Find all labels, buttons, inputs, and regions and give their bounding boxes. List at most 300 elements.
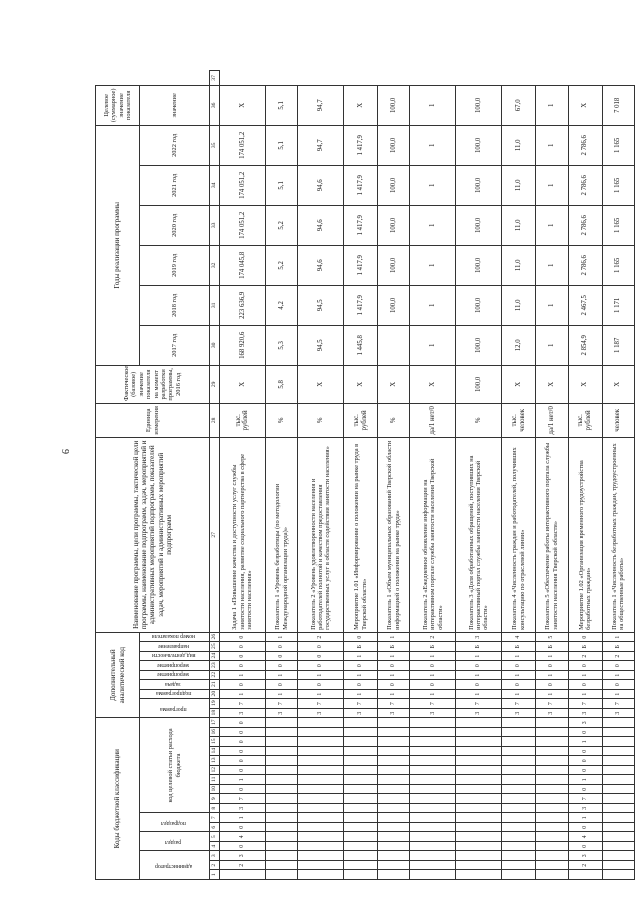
code-cell bbox=[502, 851, 536, 861]
column-number: 31 bbox=[210, 285, 220, 325]
header-program: программа bbox=[140, 699, 210, 718]
code-cell bbox=[378, 728, 410, 738]
code-cell bbox=[344, 794, 378, 804]
rotated-page bbox=[95, 70, 635, 880]
code-cell bbox=[344, 728, 378, 738]
code-cell: 0 bbox=[220, 642, 266, 652]
code-cell bbox=[456, 728, 502, 738]
row-year-value: 1 417,9 bbox=[344, 165, 378, 205]
code-cell bbox=[298, 832, 344, 842]
header-year-2018: 2018 год bbox=[140, 285, 210, 325]
row-year-value: 1 bbox=[410, 245, 456, 285]
code-cell: 7 bbox=[265, 699, 297, 709]
code-cell bbox=[344, 718, 378, 728]
code-cell: 0 bbox=[502, 680, 536, 690]
row-year-value: 94,7 bbox=[298, 125, 344, 165]
code-cell bbox=[298, 737, 344, 747]
row-year-value: 100,0 bbox=[378, 125, 410, 165]
column-number: 18 bbox=[210, 708, 220, 718]
code-cell bbox=[344, 756, 378, 766]
code-cell bbox=[344, 785, 378, 795]
column-number: 37 bbox=[210, 71, 220, 86]
code-cell: 7 bbox=[344, 699, 378, 709]
column-number: 8 bbox=[210, 804, 220, 814]
column-number: 11 bbox=[210, 775, 220, 785]
code-cell bbox=[456, 813, 502, 823]
code-cell: 1 bbox=[410, 689, 456, 699]
table-row bbox=[536, 71, 568, 880]
code-cell: 0 bbox=[220, 737, 266, 747]
code-cell bbox=[536, 813, 568, 823]
code-cell: 3 bbox=[568, 708, 602, 718]
code-cell bbox=[378, 756, 410, 766]
column-number: 6 bbox=[210, 823, 220, 833]
row-year-value: 1 bbox=[410, 285, 456, 325]
code-cell bbox=[265, 737, 297, 747]
code-cell: 1 bbox=[536, 670, 568, 680]
column-number: 34 bbox=[210, 165, 220, 205]
row-year-value: 168 920,6 bbox=[220, 325, 266, 365]
code-cell bbox=[378, 813, 410, 823]
column-number: 9 bbox=[210, 794, 220, 804]
table-row bbox=[220, 71, 266, 880]
code-cell bbox=[502, 737, 536, 747]
code-cell bbox=[378, 851, 410, 861]
code-cell bbox=[602, 794, 634, 804]
code-cell: 0 bbox=[220, 661, 266, 671]
code-cell bbox=[536, 832, 568, 842]
code-cell bbox=[536, 728, 568, 738]
column-number: 19 bbox=[210, 699, 220, 709]
row-year-value: 1 bbox=[410, 325, 456, 365]
code-cell: 7 bbox=[568, 794, 602, 804]
row-year-value: 1 bbox=[536, 125, 568, 165]
header-activity: вид деятельности bbox=[140, 651, 210, 661]
code-cell bbox=[378, 842, 410, 852]
row-name: Показатель 2 «Ежедневное обновление информации на интерактивном портале службы занятости населения Тверской области» bbox=[410, 437, 456, 632]
code-cell: 0 bbox=[220, 747, 266, 757]
code-cell bbox=[536, 851, 568, 861]
row-year-value: 2 467,5 bbox=[568, 285, 602, 325]
code-cell: Б bbox=[410, 642, 456, 652]
code-cell bbox=[265, 718, 297, 728]
code-cell bbox=[410, 775, 456, 785]
code-cell: 0 bbox=[220, 680, 266, 690]
code-cell bbox=[344, 804, 378, 814]
row-target: 1 bbox=[410, 85, 456, 125]
code-cell bbox=[265, 870, 297, 880]
row-year-value: 1 417,9 bbox=[344, 205, 378, 245]
code-cell bbox=[378, 775, 410, 785]
code-cell: 1 bbox=[568, 737, 602, 747]
code-cell bbox=[456, 823, 502, 833]
code-cell: 1 bbox=[344, 651, 378, 661]
row-year-value: 1 417,9 bbox=[344, 245, 378, 285]
table-row bbox=[502, 71, 536, 880]
code-cell bbox=[456, 756, 502, 766]
row-unit: % bbox=[298, 403, 344, 437]
code-cell: 1 bbox=[265, 670, 297, 680]
row-year-value: 1 bbox=[536, 205, 568, 245]
code-cell bbox=[502, 766, 536, 776]
code-cell bbox=[602, 756, 634, 766]
code-cell: 1 bbox=[456, 689, 502, 699]
code-cell bbox=[536, 794, 568, 804]
code-cell bbox=[344, 842, 378, 852]
column-number: 13 bbox=[210, 756, 220, 766]
code-cell: 3 bbox=[220, 851, 266, 861]
code-cell: 0 bbox=[265, 661, 297, 671]
code-cell bbox=[602, 870, 634, 880]
row-year-value: 100,0 bbox=[378, 205, 410, 245]
code-cell bbox=[344, 851, 378, 861]
row-year-value: 4,2 bbox=[265, 285, 297, 325]
code-cell: 1 bbox=[378, 670, 410, 680]
column-number: 26 bbox=[210, 632, 220, 642]
code-cell: 2 bbox=[602, 651, 634, 661]
row-year-value: 94,6 bbox=[298, 165, 344, 205]
row-target: 100,0 bbox=[378, 85, 410, 125]
column-number: 35 bbox=[210, 125, 220, 165]
code-cell bbox=[265, 747, 297, 757]
code-cell bbox=[602, 728, 634, 738]
code-cell bbox=[410, 794, 456, 804]
code-cell: 3 bbox=[568, 718, 602, 728]
code-cell: 0 bbox=[536, 661, 568, 671]
code-cell bbox=[410, 813, 456, 823]
column-numbers-row bbox=[210, 71, 220, 880]
code-cell bbox=[502, 870, 536, 880]
code-cell: 7 bbox=[502, 699, 536, 709]
code-cell bbox=[502, 861, 536, 871]
row-baseline: X bbox=[410, 365, 456, 403]
code-cell: 0 bbox=[456, 680, 502, 690]
row-name: Показатель 4 «Численность граждан и работодателей, получивших консультацию по отраслевой линии» bbox=[502, 437, 536, 632]
row-name: Показатель 3 «Доля обработанных обращений, поступивших на интерактивный портал службы занятости населения Тверской области» bbox=[456, 437, 502, 632]
column-number: 10 bbox=[210, 785, 220, 795]
row-unit: тыс. рублей bbox=[220, 403, 266, 437]
column-number: 22 bbox=[210, 670, 220, 680]
row-year-value: 94,6 bbox=[298, 205, 344, 245]
header-target: Целевое (суммарное) значение показателя bbox=[96, 85, 140, 125]
code-cell bbox=[378, 785, 410, 795]
code-cell bbox=[502, 747, 536, 757]
column-number: 28 bbox=[210, 403, 220, 437]
code-cell: Б bbox=[378, 642, 410, 652]
row-year-value: 5,3 bbox=[265, 325, 297, 365]
row-baseline: X bbox=[536, 365, 568, 403]
header-year-2022: 2022 год bbox=[140, 125, 210, 165]
row-baseline: X bbox=[602, 365, 634, 403]
row-year-value: 11,0 bbox=[502, 285, 536, 325]
code-cell bbox=[298, 775, 344, 785]
code-cell bbox=[602, 747, 634, 757]
code-cell: 3 bbox=[265, 708, 297, 718]
code-cell bbox=[265, 832, 297, 842]
code-cell bbox=[456, 718, 502, 728]
code-cell: 0 bbox=[410, 680, 456, 690]
code-cell bbox=[344, 813, 378, 823]
code-cell: Б bbox=[568, 642, 602, 652]
code-cell: 0 bbox=[265, 651, 297, 661]
table-body bbox=[220, 71, 635, 880]
code-cell: 1 bbox=[456, 670, 502, 680]
column-number: 3 bbox=[210, 851, 220, 861]
code-cell: 1 bbox=[602, 632, 634, 642]
row-baseline: X bbox=[344, 365, 378, 403]
code-cell bbox=[502, 832, 536, 842]
row-year-value: 1 445,8 bbox=[344, 325, 378, 365]
header-budget-codes: Коды бюджетной классификации bbox=[96, 718, 140, 880]
code-cell: 1 bbox=[568, 775, 602, 785]
row-year-value: 1 bbox=[410, 165, 456, 205]
row-year-value bbox=[378, 325, 410, 365]
column-number: 15 bbox=[210, 737, 220, 747]
code-cell bbox=[265, 851, 297, 861]
column-number: 4 bbox=[210, 842, 220, 852]
code-cell bbox=[502, 756, 536, 766]
column-number: 2 bbox=[210, 861, 220, 871]
code-cell bbox=[456, 747, 502, 757]
code-cell: 3 bbox=[344, 708, 378, 718]
column-number: 5 bbox=[210, 832, 220, 842]
column-number: 32 bbox=[210, 245, 220, 285]
code-cell: 0 bbox=[378, 661, 410, 671]
row-name: Показатель 1 «Объем муниципальных образований Тверской области информацией о положении на рынке труда» bbox=[378, 437, 410, 632]
code-cell bbox=[378, 804, 410, 814]
code-cell bbox=[344, 870, 378, 880]
row-year-value: 100,0 bbox=[456, 325, 502, 365]
row-year-value: 100,0 bbox=[456, 125, 502, 165]
code-cell: 0 bbox=[220, 756, 266, 766]
row-year-value: 2 786,6 bbox=[568, 125, 602, 165]
row-unit: % bbox=[378, 403, 410, 437]
code-cell: 0 bbox=[220, 632, 266, 642]
column-number: 16 bbox=[210, 728, 220, 738]
code-cell: 0 bbox=[378, 680, 410, 690]
code-cell: 1 bbox=[410, 651, 456, 661]
code-cell: 0 bbox=[568, 728, 602, 738]
column-number: 36 bbox=[210, 85, 220, 125]
header-indicator: номер показателя bbox=[140, 632, 210, 642]
code-cell: 0 bbox=[298, 651, 344, 661]
code-cell: 0 bbox=[220, 842, 266, 852]
code-cell: 1 bbox=[220, 689, 266, 699]
code-cell bbox=[456, 737, 502, 747]
row-year-value: 2 786,6 bbox=[568, 165, 602, 205]
code-cell bbox=[502, 728, 536, 738]
code-cell bbox=[298, 813, 344, 823]
code-cell bbox=[298, 804, 344, 814]
code-cell bbox=[298, 756, 344, 766]
row-year-value: 2 854,9 bbox=[568, 325, 602, 365]
code-cell bbox=[536, 718, 568, 728]
code-cell: 4 bbox=[502, 632, 536, 642]
code-cell bbox=[536, 737, 568, 747]
code-cell: 1 bbox=[502, 689, 536, 699]
code-cell bbox=[378, 823, 410, 833]
code-cell bbox=[298, 747, 344, 757]
row-unit: тыс. рублей bbox=[568, 403, 602, 437]
code-cell: 0 bbox=[220, 651, 266, 661]
header-target-value: значение bbox=[140, 85, 210, 125]
code-cell: 1 bbox=[298, 670, 344, 680]
column-number: 20 bbox=[210, 689, 220, 699]
code-cell bbox=[298, 842, 344, 852]
row-year-value: 174 051,2 bbox=[220, 125, 266, 165]
code-cell bbox=[378, 832, 410, 842]
row-year-value: 2 786,6 bbox=[568, 205, 602, 245]
code-cell: 0 bbox=[568, 785, 602, 795]
row-year-value: 2 786,6 bbox=[568, 245, 602, 285]
row-year-value: 1 165 bbox=[602, 125, 634, 165]
code-cell bbox=[265, 728, 297, 738]
code-cell: 1 bbox=[265, 632, 297, 642]
code-cell: 0 bbox=[568, 766, 602, 776]
row-year-value: 11,0 bbox=[502, 125, 536, 165]
header-subprogram: подпрограмма bbox=[140, 689, 210, 699]
code-cell bbox=[410, 804, 456, 814]
code-cell bbox=[265, 766, 297, 776]
code-cell: 7 bbox=[602, 699, 634, 709]
code-cell bbox=[602, 785, 634, 795]
code-cell bbox=[536, 766, 568, 776]
code-cell: 7 bbox=[378, 699, 410, 709]
code-cell bbox=[502, 794, 536, 804]
row-name: Показатель 1 «Уровень безработицы (по методологии Международной организации труда)» bbox=[265, 437, 297, 632]
code-cell: 1 bbox=[378, 632, 410, 642]
header-subsection: подраздел bbox=[140, 813, 210, 832]
code-cell: 1 bbox=[536, 651, 568, 661]
code-cell: 0 bbox=[220, 766, 266, 776]
row-baseline: X bbox=[378, 365, 410, 403]
code-cell: 1 bbox=[344, 670, 378, 680]
code-cell bbox=[410, 747, 456, 757]
code-cell: 0 bbox=[602, 661, 634, 671]
code-cell: Б bbox=[502, 642, 536, 652]
code-cell bbox=[602, 851, 634, 861]
row-baseline: X bbox=[502, 365, 536, 403]
header-year-2021: 2021 год bbox=[140, 165, 210, 205]
code-cell bbox=[536, 804, 568, 814]
code-cell bbox=[602, 718, 634, 728]
code-cell: 0 bbox=[456, 661, 502, 671]
row-year-value: 1 bbox=[536, 285, 568, 325]
code-cell: 0 bbox=[298, 642, 344, 652]
code-cell: 7 bbox=[536, 699, 568, 709]
page-number: 9 bbox=[59, 449, 70, 454]
code-cell bbox=[502, 775, 536, 785]
code-cell bbox=[602, 804, 634, 814]
code-cell bbox=[602, 832, 634, 842]
code-cell bbox=[410, 756, 456, 766]
code-cell: 0 bbox=[298, 661, 344, 671]
row-baseline: X bbox=[220, 365, 266, 403]
code-cell: 3 bbox=[502, 708, 536, 718]
header-years: Годы реализации программы bbox=[96, 125, 140, 365]
column-number: 29 bbox=[210, 365, 220, 403]
row-year-value: 1 187 bbox=[602, 325, 634, 365]
column-number: 33 bbox=[210, 205, 220, 245]
header-unit: Единица измерения bbox=[96, 403, 210, 437]
row-name: Показатель 5 «Обеспечение работы интерактивного портала службы занятости населения Тверской области» bbox=[536, 437, 568, 632]
code-cell bbox=[456, 775, 502, 785]
header-year-2017: 2017 год bbox=[140, 325, 210, 365]
code-cell: 2 bbox=[568, 651, 602, 661]
row-name: Показатель 2 «Уровень удовлетворенности населения и работодателей полнотой и качеством предоставления государственных услуг в области содействия занятости населения» bbox=[298, 437, 344, 632]
code-cell: 4 bbox=[220, 832, 266, 842]
column-number: 1 bbox=[210, 870, 220, 880]
row-year-value: 174 051,2 bbox=[220, 205, 266, 245]
code-cell bbox=[265, 804, 297, 814]
row-unit: тыс. рублей bbox=[344, 403, 378, 437]
code-cell: 0 bbox=[344, 680, 378, 690]
row-year-value: 1 bbox=[536, 325, 568, 365]
code-cell bbox=[410, 718, 456, 728]
row-year-value: 100,0 bbox=[456, 165, 502, 205]
code-cell bbox=[536, 823, 568, 833]
row-target: 100,0 bbox=[456, 85, 502, 125]
row-year-value: 100,0 bbox=[456, 205, 502, 245]
column-number: 24 bbox=[210, 651, 220, 661]
code-cell bbox=[298, 766, 344, 776]
code-cell: 1 bbox=[265, 689, 297, 699]
code-cell bbox=[568, 870, 602, 880]
code-cell bbox=[378, 861, 410, 871]
code-cell bbox=[220, 870, 266, 880]
code-cell bbox=[344, 823, 378, 833]
row-year-value: 11,0 bbox=[502, 245, 536, 285]
code-cell: 3 bbox=[378, 708, 410, 718]
code-cell: 3 bbox=[298, 708, 344, 718]
code-cell bbox=[344, 747, 378, 757]
code-cell bbox=[410, 766, 456, 776]
row-target: X bbox=[344, 85, 378, 125]
code-cell: 3 bbox=[568, 804, 602, 814]
code-cell: 0 bbox=[502, 661, 536, 671]
row-name: Показатель 1 «Численность безработных граждан, трудоустроенных на общественные работы» bbox=[602, 437, 634, 632]
code-cell: 1 bbox=[220, 813, 266, 823]
code-cell bbox=[456, 861, 502, 871]
column-number: 30 bbox=[210, 325, 220, 365]
row-unit: да/1 нет/0 bbox=[410, 403, 456, 437]
code-cell bbox=[602, 775, 634, 785]
row-baseline: 100,0 bbox=[456, 365, 502, 403]
row-year-value: 1 171 bbox=[602, 285, 634, 325]
row-year-value: 1 165 bbox=[602, 245, 634, 285]
code-cell bbox=[378, 794, 410, 804]
row-target: 1 bbox=[536, 85, 568, 125]
code-cell bbox=[378, 718, 410, 728]
code-cell: 1 bbox=[220, 670, 266, 680]
code-cell bbox=[378, 870, 410, 880]
code-cell: 0 bbox=[220, 728, 266, 738]
row-year-value: 174 045,8 bbox=[220, 245, 266, 285]
code-cell bbox=[456, 804, 502, 814]
row-target: 7 018 bbox=[602, 85, 634, 125]
code-cell bbox=[298, 785, 344, 795]
code-cell: 1 bbox=[456, 651, 502, 661]
code-cell: 7 bbox=[220, 794, 266, 804]
code-cell bbox=[456, 851, 502, 861]
code-cell bbox=[502, 813, 536, 823]
code-cell bbox=[456, 794, 502, 804]
header-analytic-code: Дополнительный аналитический код bbox=[96, 632, 140, 718]
row-target: 5,1 bbox=[265, 85, 297, 125]
code-cell: Б bbox=[344, 642, 378, 652]
row-unit: % bbox=[265, 403, 297, 437]
table-row bbox=[344, 71, 378, 880]
